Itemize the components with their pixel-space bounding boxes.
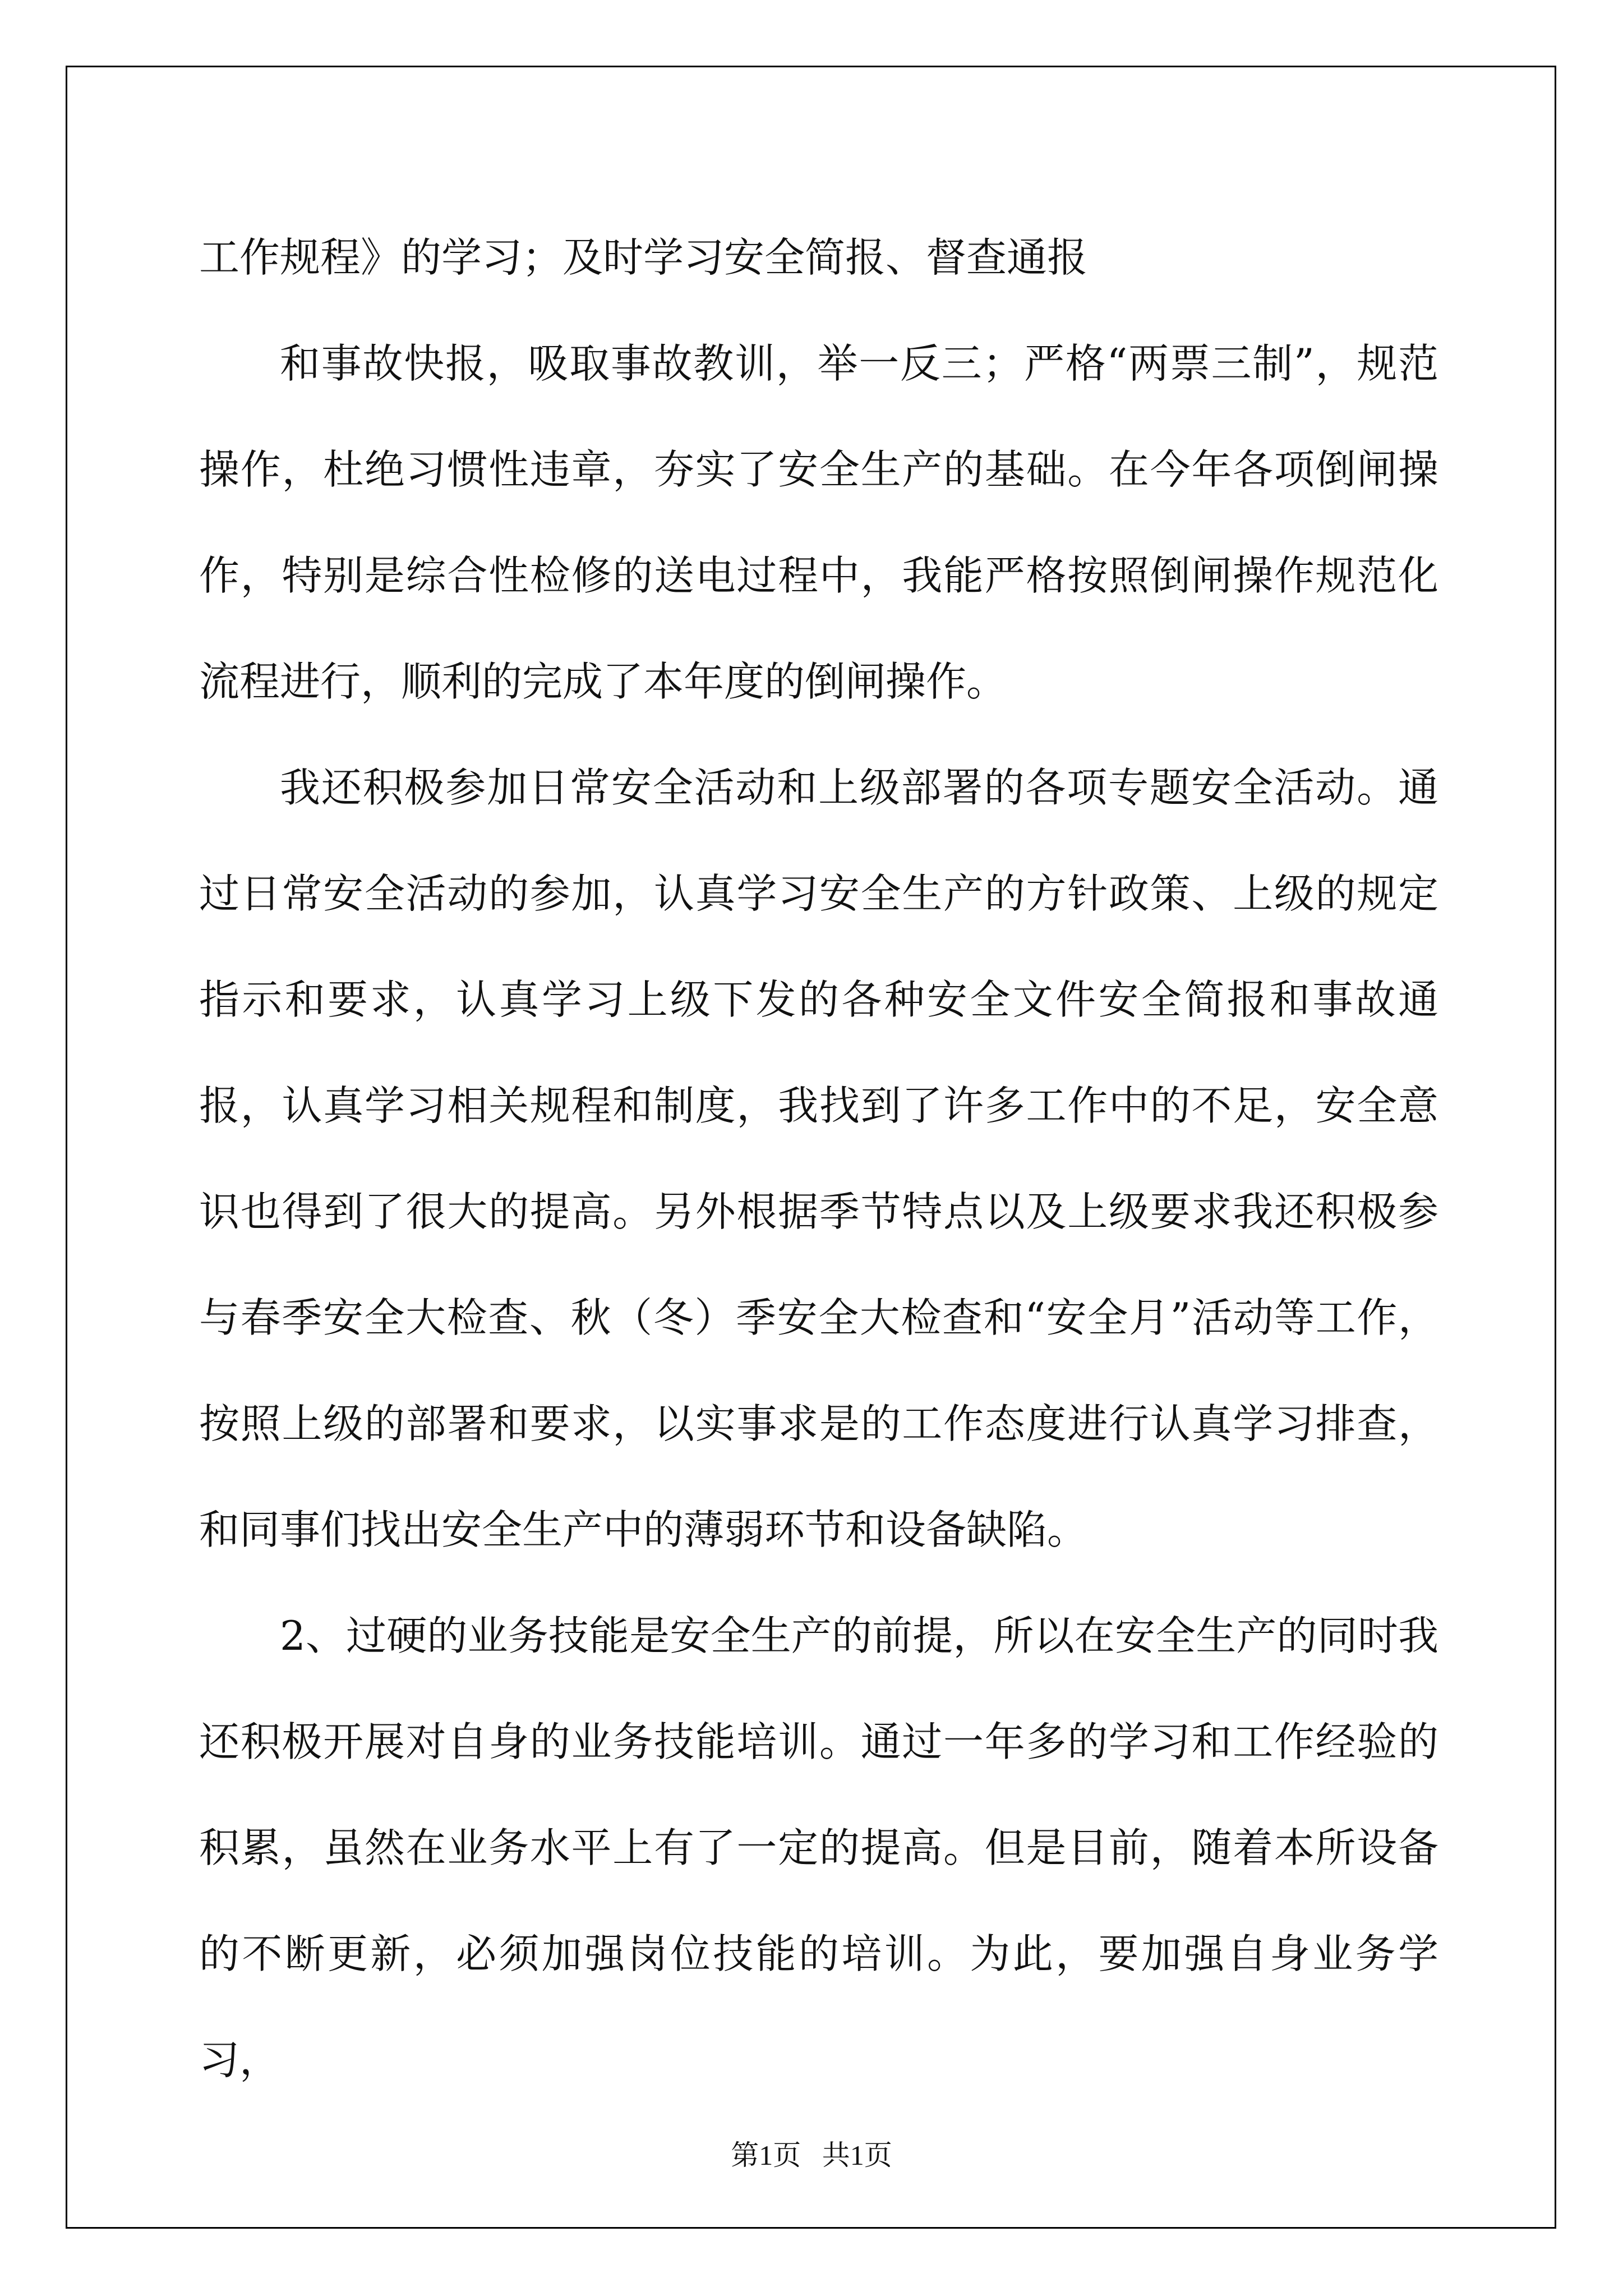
document-body [199, 205, 1438, 2113]
paragraph-2: 和事故快报，吸取事故教训，举一反三；严格“两票三制”，规范操作，杜绝习惯性违章，夯实了安全生产的基础。在今年各项倒闸操作，特别是综合性检修的送电过程中，我能严格按照倒闸操作规范化流程进行，顺利的完成了本年度的倒闸操作。 [199, 340, 1438, 705]
paragraph-4: 2、过硬的业务技能是安全生产的前提，所以在安全生产的同时我还积极开展对自身的业务技能培训。通过一年多的学习和工作经验的积累，虽然在业务水平上有了一定的提高。但是目前，随着本所设备的不断更新，必须加强岗位技能的培训。为此，要加强自身业务学习， [199, 1612, 1438, 2083]
paragraph-1: 工作规程》的学习；及时学习安全简报、督查通报 [199, 234, 1088, 281]
page-number-footer: 第1页 共1页 [731, 2139, 892, 2171]
paragraph-3: 我还积极参加日常安全活动和上级部署的各项专题安全活动。通过日常安全活动的参加，认真学习安全生产的方针政策、上级的规定指示和要求，认真学习上级下发的各种安全文件安全简报和事故通报，认真学习相关规程和制度，我找到了许多工作中的不足，安全意识也得到了很大的提高。另外根据季节特点以及上级要求我还积极参与春季安全大检查、秋（冬）季安全大检查和“安全月”活动等工作，按照上级的部署和要求，以实事求是的工作态度进行认真学习排查，和同事们找出安全生产中的薄弱环节和设备缺陷。 [199, 764, 1438, 1553]
